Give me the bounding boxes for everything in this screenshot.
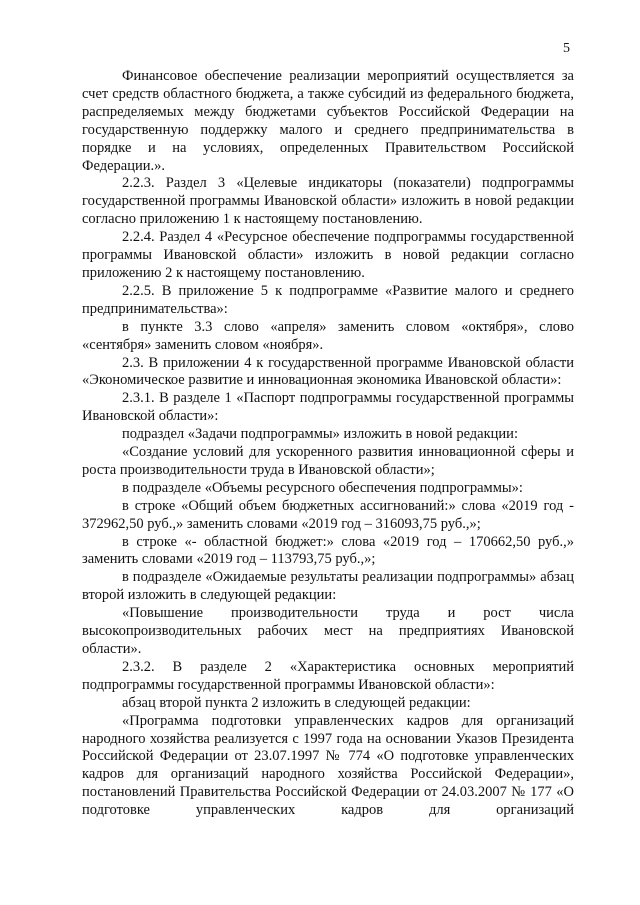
paragraph-resources-subsection: в подразделе «Объемы ресурсного обеспечения подпрограммы»: [122,479,523,496]
paragraph-expected-results: в подразделе «Ожидаемые результаты реализации подпрограммы» абзац второй изложить в следующей редакции: [82,569,574,604]
paragraph-tasks-text: «Создание условий для ускоренного развития инновационной сферы и роста производительности труда в Ивановской области»; [82,444,574,478]
paragraph-2-3-1: 2.3.1. В разделе 1 «Паспорт подпрограммы государственной программы Ивановской области»: [82,390,574,425]
document-body [82,68,574,820]
paragraph-point-3-3: в пункте 3.3 слово «апреля» заменить словом «октября», слово «сентября» заменить словом «ноября». [82,318,574,353]
paragraph-productivity: «Повышение производительности труда и рост числа высокопроизводительных рабочих мест на предприятиях Ивановской области». [82,605,574,657]
paragraph-2-2-3: 2.2.3. Раздел 3 «Целевые индикаторы (показатели) подпрограммы государственной программы Ивановской области» изложить в новой редакции согласно приложению 1 к настоящему постановлению. [82,175,574,228]
paragraph-2-3-2: 2.3.2. В разделе 2 «Характеристика основных мероприятий подпрограммы государственной программы Ивановской области»: [82,658,574,693]
paragraph-tasks-subsection: подраздел «Задачи подпрограммы» изложить в новой редакции: [122,426,518,443]
paragraph-2-2-5: 2.2.5. В приложение 5 к подпрограмме «Развитие малого и среднего предпринимательства»: [82,282,574,317]
paragraph-total-budget: в строке «Общий объем бюджетных ассигнований:» слова «2019 год - 372962,50 руб.,» заменить словами «2019 год – 316093,75 руб.,»; [82,497,574,532]
paragraph-point-2: абзац второй пункта 2 изложить в следующей редакции: [122,694,471,711]
paragraph-2-3: 2.3. В приложении 4 к государственной программе Ивановской области «Экономическое развитие и инновационная экономика Ивановской области»: [82,354,574,389]
paragraph-training-program: «Программа подготовки управленческих кадров для организаций народного хозяйства реализуется с 1997 года на основании Указов Президента Российской Федерации от 23.07.1997 № 774 «О подготовке управленческих кадров для организаций народного хозяйства Российской Федерации», постановлений Правительства Российской Федерации от 24.03.2007 № 177 «О подготовке управленческих кадров для организаций [82,712,574,819]
paragraph-financing: Финансовое обеспечение реализации мероприятий осуществляется за счет средств областного бюджета, а также субсидий из федерального бюджета, распределяемых между бюджетами субъектов Российской Федерации на государственную поддержку малого и среднего предпринимательства в порядке и на условиях, определенных Правительством Российской Федерации.». [82,68,574,174]
paragraph-regional-budget: в строке «- областной бюджет:» слова «2019 год – 170662,50 руб.,» заменить словами «2019 год – 113793,75 руб.,»; [82,533,574,568]
page-number: 5 [563,41,570,56]
paragraph-2-2-4: 2.2.4. Раздел 4 «Ресурсное обеспечение подпрограммы государственной программы Ивановской области» изложить в новой редакции согласно приложению 2 к настоящему постановлению. [82,229,574,281]
